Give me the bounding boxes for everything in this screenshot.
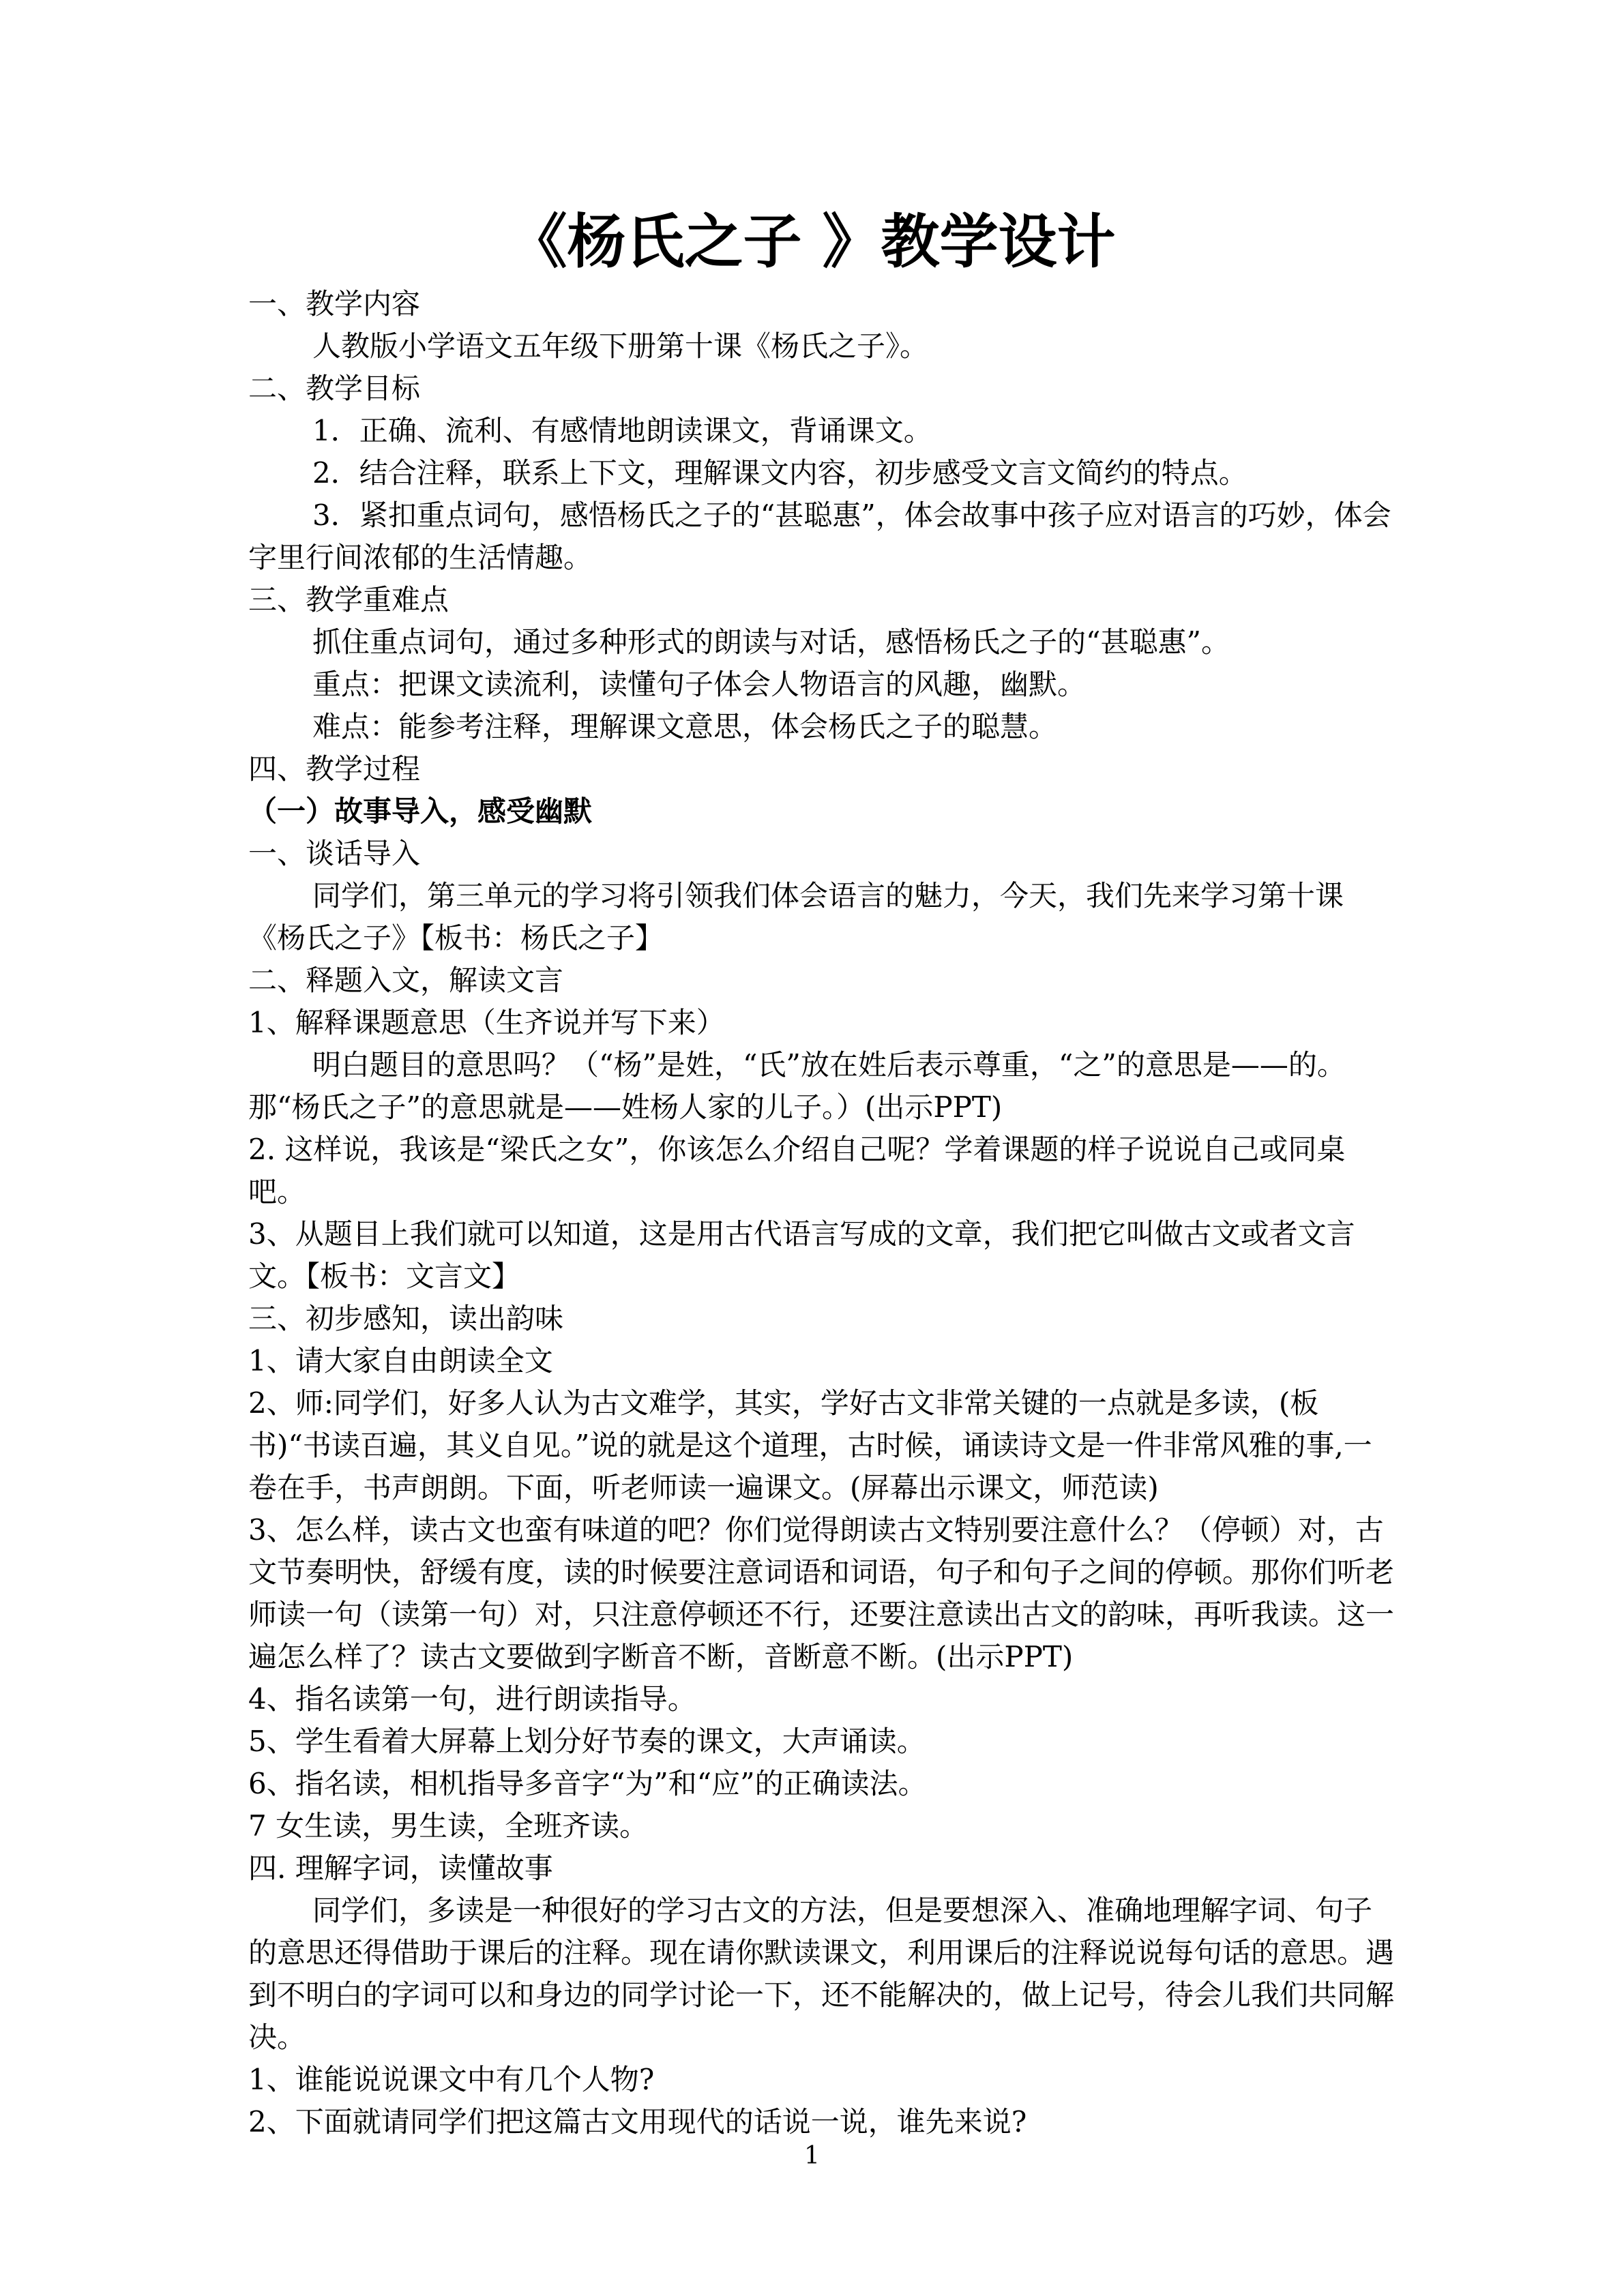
section-heading: 三、教学重难点: [248, 583, 449, 616]
list-item: 3、怎么样，读古文也蛮有味道的吧？你们觉得朗读古文特别要注意什么？（停顿）对，古文节奏明快，舒缓有度，读的时候要注意词语和词语，句子和句子之间的停顿。那你们听老师读一句（读第一句）对，只注意停顿还不行，还要注意读出古文的韵味，再听我读。这一遍怎么样了？读古文要做到字断音不断，音断意不断。(出示PPT): [248, 1513, 1395, 1673]
paragraph: 抓住重点词句，通过多种形式的朗读与对话，感悟杨氏之子的“甚聪惠”。: [312, 625, 1230, 659]
paragraph: 重点：把课文读流利，读懂句子体会人物语言的风趣，幽默。: [312, 668, 1087, 701]
list-item: 1、请大家自由朗读全文: [248, 1344, 553, 1377]
list-item: 1、谁能说说课文中有几个人物?: [248, 2063, 655, 2096]
page-title: 《杨氏之子 》教学设计: [508, 208, 1116, 276]
paragraph: 同学们，第三单元的学习将引领我们体会语言的魅力，今天，我们先来学习第十课《杨氏之子》【板书：杨氏之子】: [248, 879, 1344, 955]
section-heading: 二、释题入文，解读文言: [248, 964, 564, 997]
paragraph: 难点：能参考注释，理解课文意思，体会杨氏之子的聪慧。: [312, 710, 1058, 743]
list-item: 1．正确、流利、有感情地朗读课文，背诵课文。: [312, 414, 932, 447]
page-number: 1: [804, 2142, 820, 2170]
list-item: 1、解释课题意思（生齐说并写下来）: [248, 1006, 725, 1039]
section-heading: 二、教学目标: [248, 372, 421, 405]
paragraph: 同学们，多读是一种很好的学习古文的方法，但是要想深入、准确地理解字词、句子的意思还得借助于课后的注释。现在请你默读课文，利用课后的注释说说每句话的意思。遇到不明白的字词可以和身边的同学讨论一下，还不能解决的，做上记号，待会儿我们共同解决。: [248, 1894, 1395, 2054]
paragraph: 人教版小学语文五年级下册第十课《杨氏之子》。: [312, 329, 929, 363]
section-heading: 四. 理解字词，读懂故事: [248, 1851, 553, 1885]
list-item: 7 女生读，男生读，全班齐读。: [248, 1809, 649, 1843]
list-item: 6、指名读，相机指导多音字“为”和“应”的正确读法。: [248, 1767, 927, 1800]
list-item: 3．紧扣重点词句，感悟杨氏之子的“甚聪惠”，体会故事中孩子应对语言的巧妙，体会字里行间浓郁的生活情趣。: [248, 498, 1391, 574]
section-heading: 四、教学过程: [248, 752, 421, 786]
section-heading: 一、谈话导入: [248, 837, 421, 870]
paragraph: 明白题目的意思吗？（“杨”是姓，“氏”放在姓后表示尊重，“之”的意思是——的。那“杨氏之子”的意思就是——姓杨人家的儿子。）(出示PPT): [248, 1048, 1346, 1124]
list-item: 5、学生看着大屏幕上划分好节奏的课文，大声诵读。: [248, 1725, 926, 1758]
list-item: 2、下面就请同学们把这篇古文用现代的话说一说，谁先来说?: [248, 2105, 1027, 2138]
list-item: 2. 这样说，我该是“梁氏之女”，你该怎么介绍自己呢？学着课题的样子说说自己或同桌吧。: [248, 1133, 1346, 1208]
list-item: 3、从题目上我们就可以知道，这是用古代语言写成的文章，我们把它叫做古文或者文言文。【板书：文言文】: [248, 1217, 1355, 1293]
section-heading: 三、初步感知，读出韵味: [248, 1302, 564, 1335]
list-item: 2、师:同学们，好多人认为古文难学，其实，学好古文非常关键的一点就是多读，(板书)“书读百遍，其义自见。”说的就是这个道理，古时候，诵读诗文是一件非常风雅的事,一卷在手，书声朗朗。下面，听老师读一遍课文。(屏幕出示课文，师范读): [248, 1386, 1372, 1504]
list-item: 4、指名读第一句，进行朗读指导。: [248, 1682, 696, 1716]
section-heading: 一、教学内容: [248, 287, 421, 320]
document-body: [248, 283, 1394, 2143]
subsection-heading: （一）故事导入，感受幽默: [248, 794, 593, 828]
list-item: 2．结合注释，联系上下文，理解课文内容，初步感受文言文简约的特点。: [312, 456, 1247, 490]
